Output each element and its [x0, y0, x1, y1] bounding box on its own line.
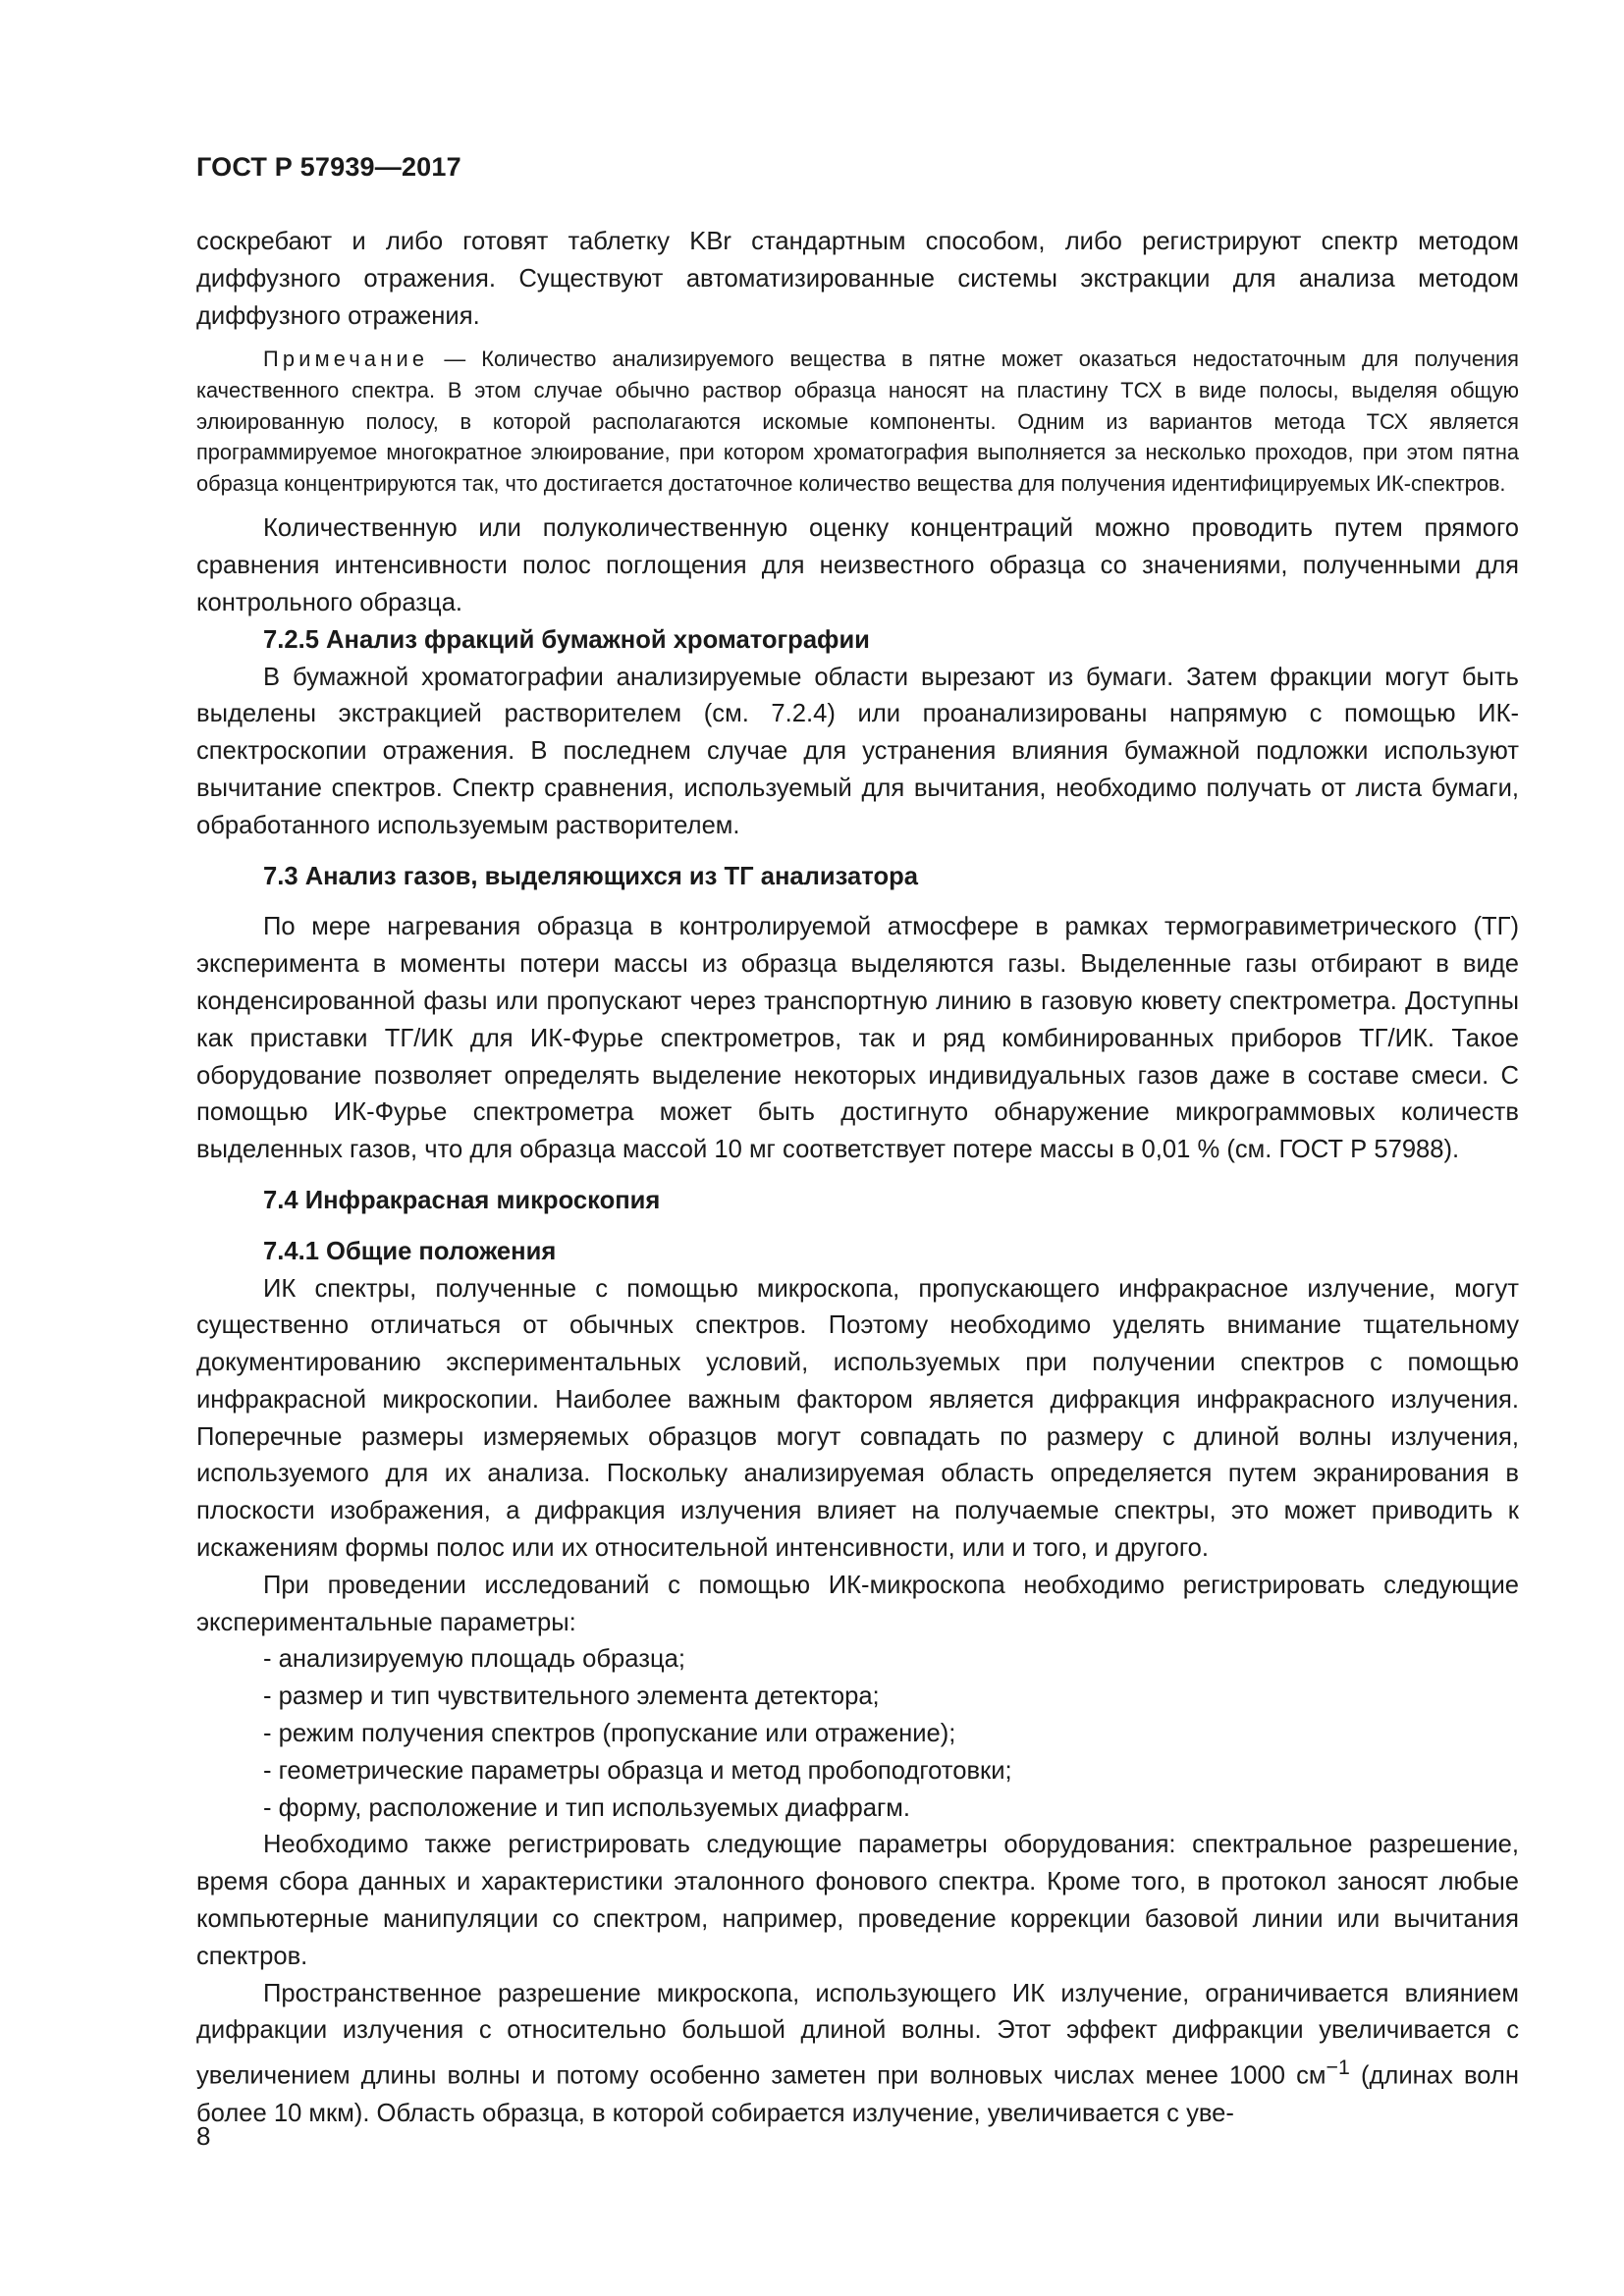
paragraph: По мере нагревания образца в контролируемой атмосфере в рамках термогравиметрического (ТГ) эксперимента в моменты потери массы из образца выделяются газы. Выделенные газы отбирают в виде конденсированной фазы или пропускают через транспортную линию в газовую кювету спектрометра. Доступны как приставки ТГ/ИК для ИК-Фурье спектрометров, так и ряд комбинированных приборов ТГ/ИК. Такое оборудование позволяет определять выделение некоторых индивидуальных газов даже в составе смеси. С помощью ИК-Фурье спектрометра может быть достигнуто обнаружение микрограммовых количеств выделенных газов, что для образца массой 10 мг соответствует потере массы в 0,01 % (см. ГОСТ Р 57988).: [196, 913, 1519, 1164]
list-item: - размер и тип чувствительного элемента детектора;: [263, 1682, 880, 1711]
list-item: - режим получения спектров (пропускание или отражение);: [263, 1720, 956, 1748]
note-label: Примечание: [263, 347, 429, 372]
document-header: ГОСТ Р 57939—2017: [196, 152, 461, 182]
paragraph: [196, 1976, 1519, 2133]
note-text: — Количество анализируемого вещества в пятне может оказаться недостаточным для получения качественного спектра. В этом случае обычно раствор образца наносят на пластину ТСХ в виде полосы, выделяя общую элюированную полосу, в которой располагаются искомые компоненты. Одним из вариантов метода ТСХ является программируемое многократное элюирование, при котором хроматография выполняется за несколько проходов, при этом пятна образца концентрируются так, что достигается достаточное количество вещества для получения идентифицируемых ИК-спектров.: [196, 347, 1519, 496]
list-item: - анализируемую площадь образца;: [263, 1645, 685, 1674]
paragraph: В бумажной хроматографии анализируемые области вырезают из бумаги. Затем фракции могут быть выделены экстракцией растворителем (см. 7.2.4) или проанализированы напрямую с помощью ИК-спектроскопии отражения. В последнем случае для устранения влияния бумажной подложки используют вычитание спектров. Спектр сравнения, используемый для вычитания, необходимо получать от листа бумаги, обработанного используемым растворителем.: [196, 663, 1519, 839]
paragraph: ИК спектры, полученные с помощью микроскопа, пропускающего инфракрасное излучение, могут существенно отличаться от обычных спектров. Поэтому необходимо уделять внимание тщательному документированию экспериментальных условий, используемых при получении спектров с помощью инфракрасной микроскопии. Наиболее важным фактором является дифракция инфракрасного излучения. Поперечные размеры измеряемых образцов могут совпадать по размеру с длиной волны излучения, используемого для их анализа. Поскольку анализируемая область определяется путем экранирования в плоскости изображения, а дифракция излучения влияет на получаемые спектры, это может приводить к искажениям формы полос или их относительной интенсивности, или и того, и другого.: [196, 1274, 1519, 1563]
list-item: - геометрические параметры образца и метод пробоподготовки;: [263, 1756, 1012, 1785]
section-heading-7-4: 7.4 Инфракрасная микроскопия: [263, 1186, 661, 1214]
note: [196, 344, 1519, 499]
list-item: - форму, расположение и тип используемых диафрагм.: [263, 1793, 911, 1822]
section-heading-7-2-5: 7.2.5 Анализ фракций бумажной хроматографии: [263, 625, 870, 654]
superscript: −1: [1326, 2056, 1350, 2080]
page-number: 8: [196, 2121, 211, 2151]
document-body: [196, 224, 1519, 2132]
paragraph-text: (длинах волн более 10 мкм). Область образца, в которой собирается излучение, увеличивается с уве-: [196, 2061, 1519, 2127]
paragraph: При проведении исследований с помощью ИК-микроскопа необходимо регистрировать следующие экспериментальные параметры:: [196, 1571, 1519, 1636]
paragraph: соскребают и либо готовят таблетку KBr стандартным способом, либо регистрируют спектр методом диффузного отражения. Существуют автоматизированные системы экстракции для анализа методом диффузного отражения.: [196, 228, 1519, 330]
section-heading-7-3: 7.3 Анализ газов, выделяющихся из ТГ анализатора: [263, 862, 918, 890]
paragraph-text: Пространственное разрешение микроскопа, использующего ИК излучение, ограничивается влиянием дифракции излучения с относительно большой длиной волны. Этот эффект дифракции увеличивается с увеличением длины волны и потому особенно заметен при волновых числах менее 1000 см: [196, 1979, 1519, 2090]
paragraph: Количественную или полуколичественную оценку концентраций можно проводить путем прямого сравнения интенсивности полос поглощения для неизвестного образца со значениями, полученными для контрольного образца.: [196, 514, 1519, 616]
paragraph: Необходимо также регистрировать следующие параметры оборудования: спектральное разрешение, время сбора данных и характеристики эталонного фонового спектра. Кроме того, в протокол заносят любые компьютерные манипуляции со спектром, например, проведение коррекции базовой линии или вычитания спектров.: [196, 1831, 1519, 1970]
section-heading-7-4-1: 7.4.1 Общие положения: [263, 1237, 557, 1265]
